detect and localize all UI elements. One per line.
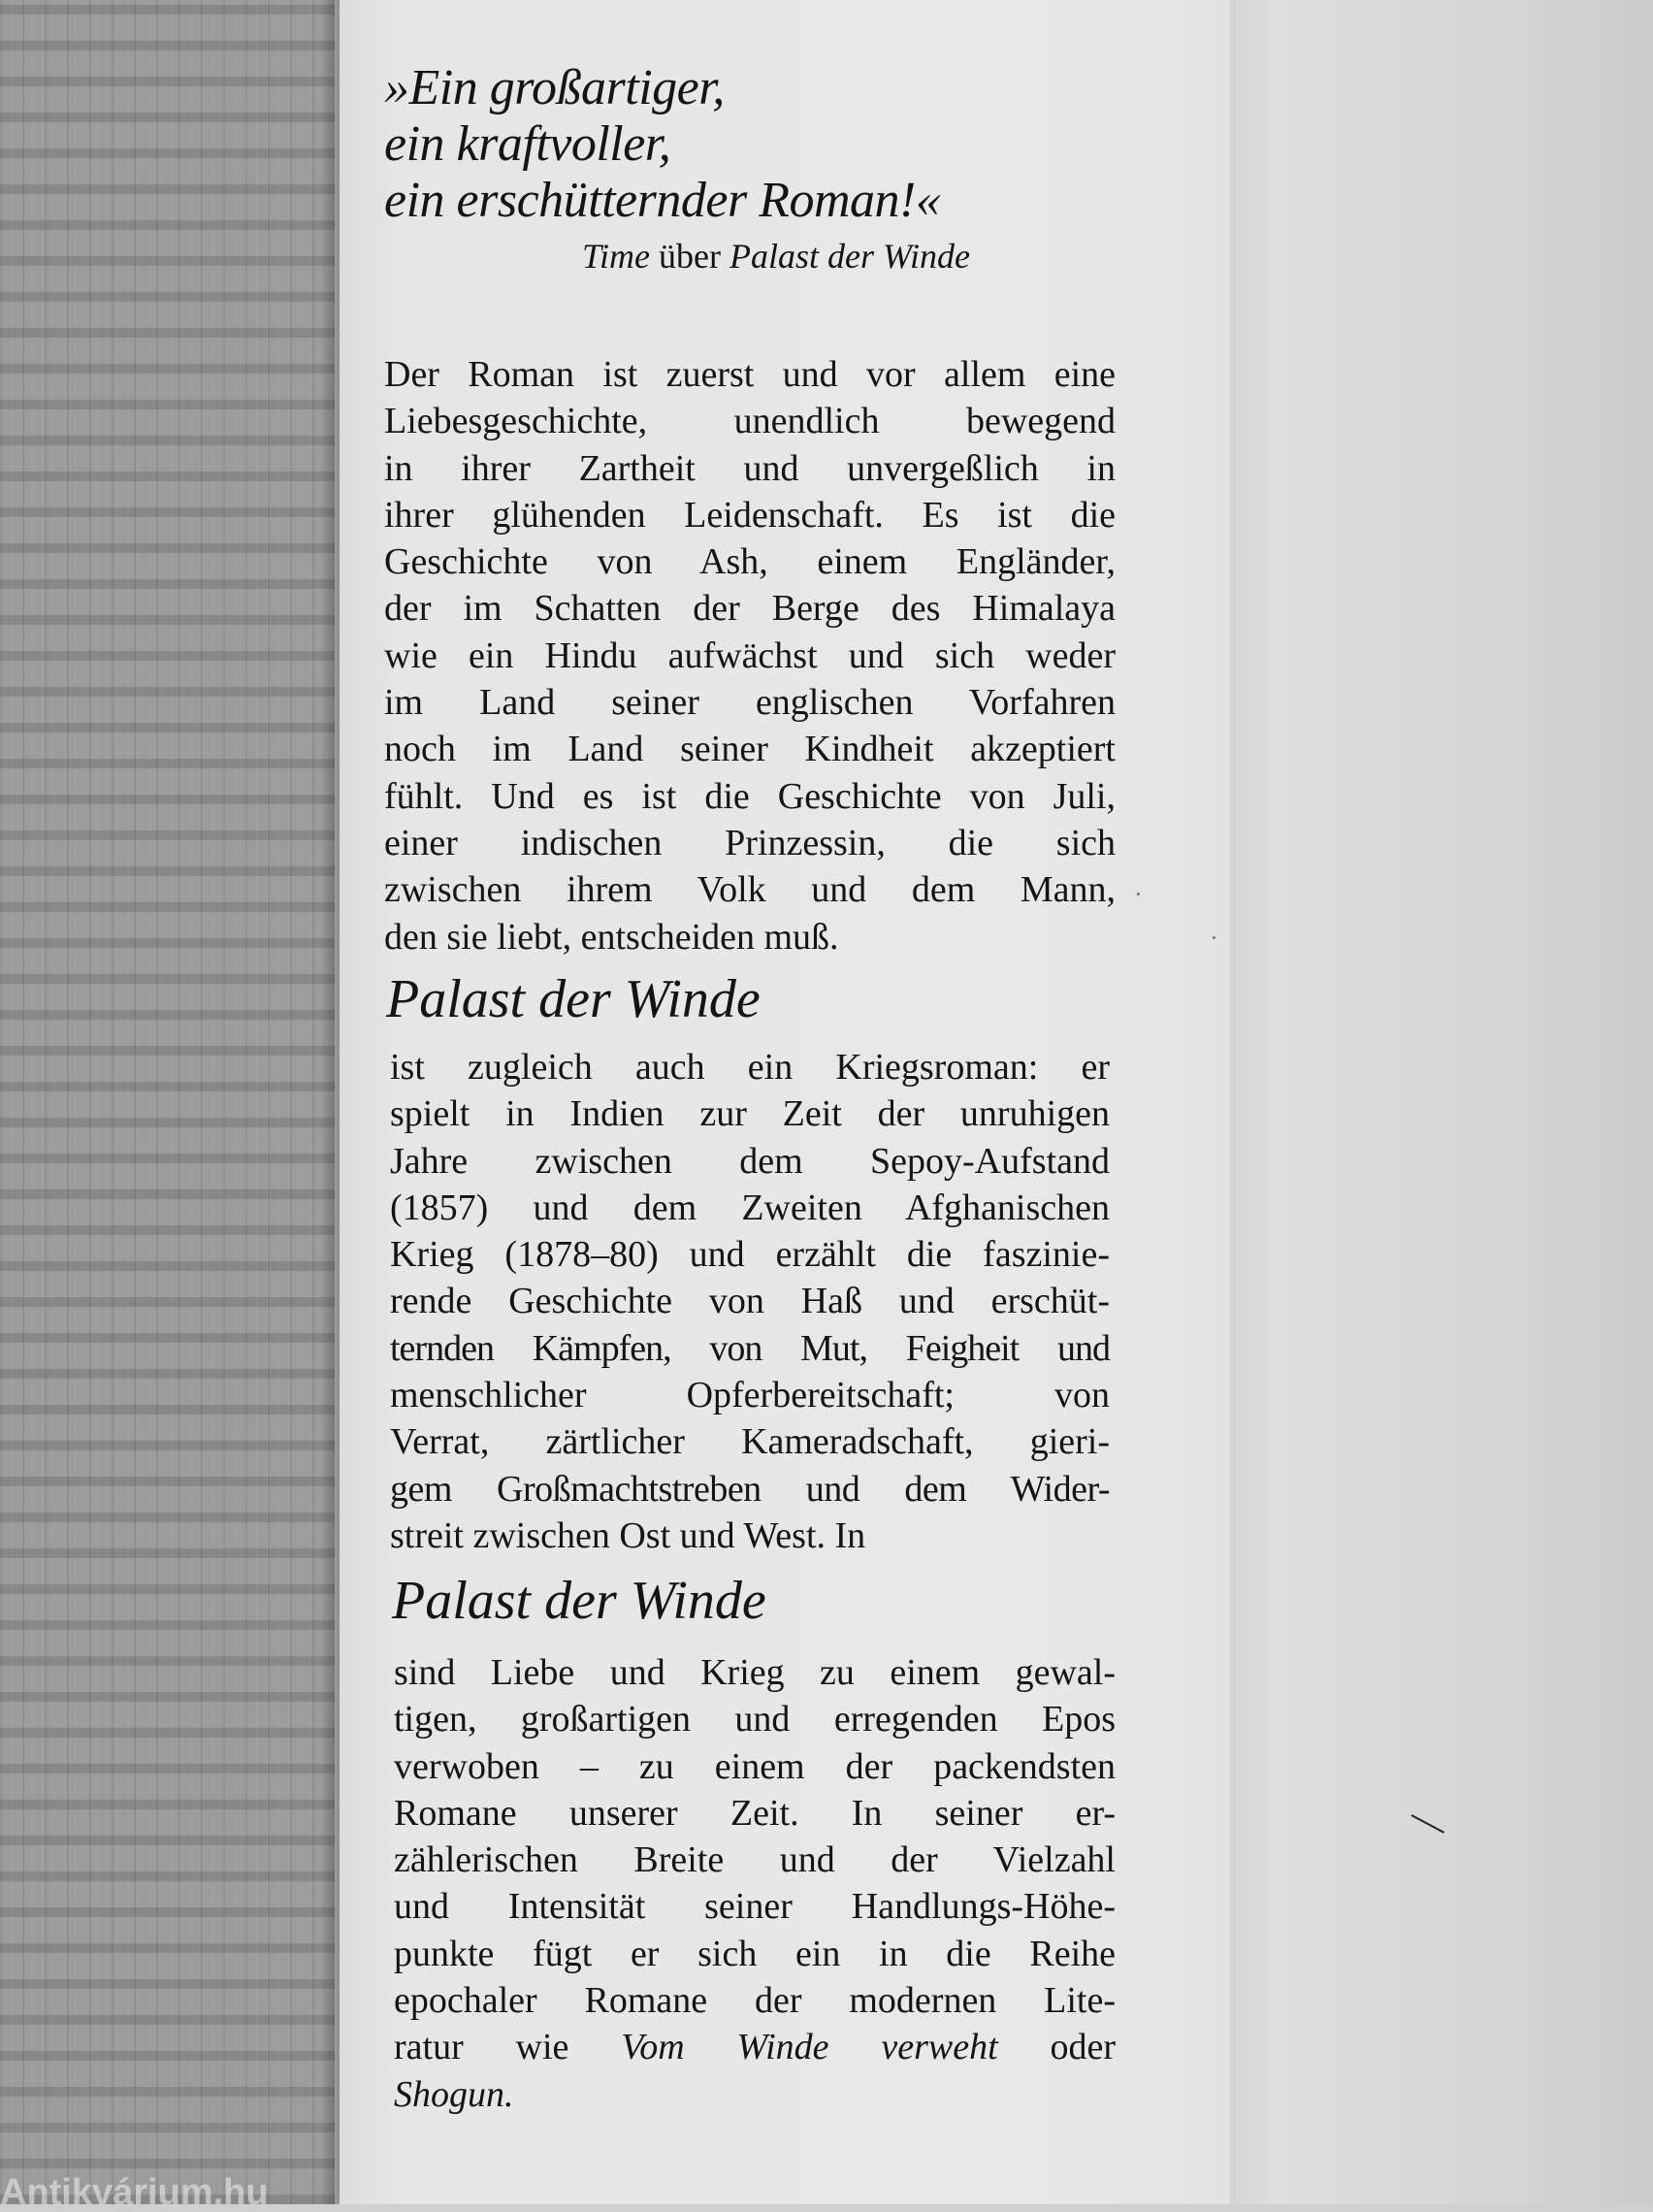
text-line: einer indischen Prinzessin, die sich [384,822,1116,863]
text-line: Krieg (1878–80) und erzählt die faszinie- [390,1234,1110,1276]
text-line: (1857) und dem Zweiten Afghanischen [390,1187,1110,1228]
text-line: im Land seiner englischen Vorfahren [384,682,1116,724]
text-line: wie ein Hindu aufwächst und sich weder [384,634,1116,676]
quote-line: ein kraftvoller, [384,116,671,172]
quote-attribution [582,237,970,276]
text-fragment: ratur wie [394,2027,622,2068]
text-line: zählerischen Breite und der Vielzahl [394,1839,1116,1881]
text-line: sind Liebe und Krieg zu einem gewal- [394,1652,1116,1693]
text-line: ternden Kämpfen, von Mut, Feigheit und [390,1327,1110,1369]
text-line: menschlicher Opferbereitschaft; von [390,1375,1110,1416]
text-line: ihrer glühenden Leidenschaft. Es ist die [384,494,1116,536]
text-fragment: oder [997,2027,1116,2068]
attribution-middle: über [650,237,729,276]
text-line: noch im Land seiner Kindheit akzeptiert [384,729,1116,770]
paper-edge [1228,0,1236,2204]
section-heading: Palast der Winde [392,1571,766,1631]
blurb-paragraph-1 [384,351,1116,960]
text-line [394,2024,1116,2070]
text-line: und Intensität seiner Handlungs-Höhe- [394,1886,1116,1928]
text-line: fühlt. Und es ist die Geschichte von Juli, [384,775,1116,817]
text-line: Romane unserer Zeit. In seiner er- [394,1792,1116,1834]
dust-speck [1137,893,1140,895]
dust-speck [1213,936,1215,939]
text-line: Verrat, zärtlicher Kameradschaft, gieri- [390,1421,1110,1463]
wood-background [0,0,335,2204]
text-line: Liebesgeschichte, unendlich bewegend [384,401,1116,442]
text-line: Geschichte von Ash, einem Engländer, [384,541,1116,583]
text-line: zwischen ihrem Volk und dem Mann, [384,869,1116,911]
text-line: den sie liebt, entscheiden muß. [384,916,839,958]
text-line: Der Roman ist zuerst und vor allem eine [384,354,1116,395]
attribution-source: Time [582,237,651,276]
quote-line: ein erschütternder Roman!« [384,173,941,228]
blurb-paragraph-2 [390,1044,1110,1559]
book-title: Shogun. [394,2073,514,2115]
text-line: ist zugleich auch ein Kriegsroman: er [390,1047,1110,1088]
text-line: verwoben – zu einem der packendsten [394,1745,1116,1787]
attribution-title: Palast der Winde [729,237,970,276]
quote-line: »Ein großartiger, [384,60,725,115]
watermark: Antikvárium.hu [0,2173,269,2212]
blurb-paragraph-3 [394,1649,1116,2118]
right-paper-sheet [1234,0,1653,2204]
section-heading: Palast der Winde [386,969,761,1029]
text-line: streit zwischen Ost und West. In [390,1514,866,1556]
text-line: punkte fügt er sich ein in die Reihe [394,1933,1116,1974]
text-line: Jahre zwischen dem Sepoy-Aufstand [390,1140,1110,1182]
text-line: gem Großmachtstreben und dem Wider- [390,1468,1110,1510]
text-line: der im Schatten der Berge des Himalaya [384,588,1116,630]
text-line: epochaler Romane der modernen Lite- [394,1980,1116,2022]
text-line: tigen, großartigen und erregenden Epos [394,1699,1116,1740]
review-quote [384,60,1102,229]
page-shadow [320,0,341,2204]
text-line: spielt in Indien zur Zeit der unruhigen [390,1093,1110,1135]
text-line: rende Geschichte von Haß und erschüt- [390,1281,1110,1322]
text-line: in ihrer Zartheit und unvergeßlich in [384,447,1116,489]
book-title: Vom Winde verweht [621,2027,998,2068]
